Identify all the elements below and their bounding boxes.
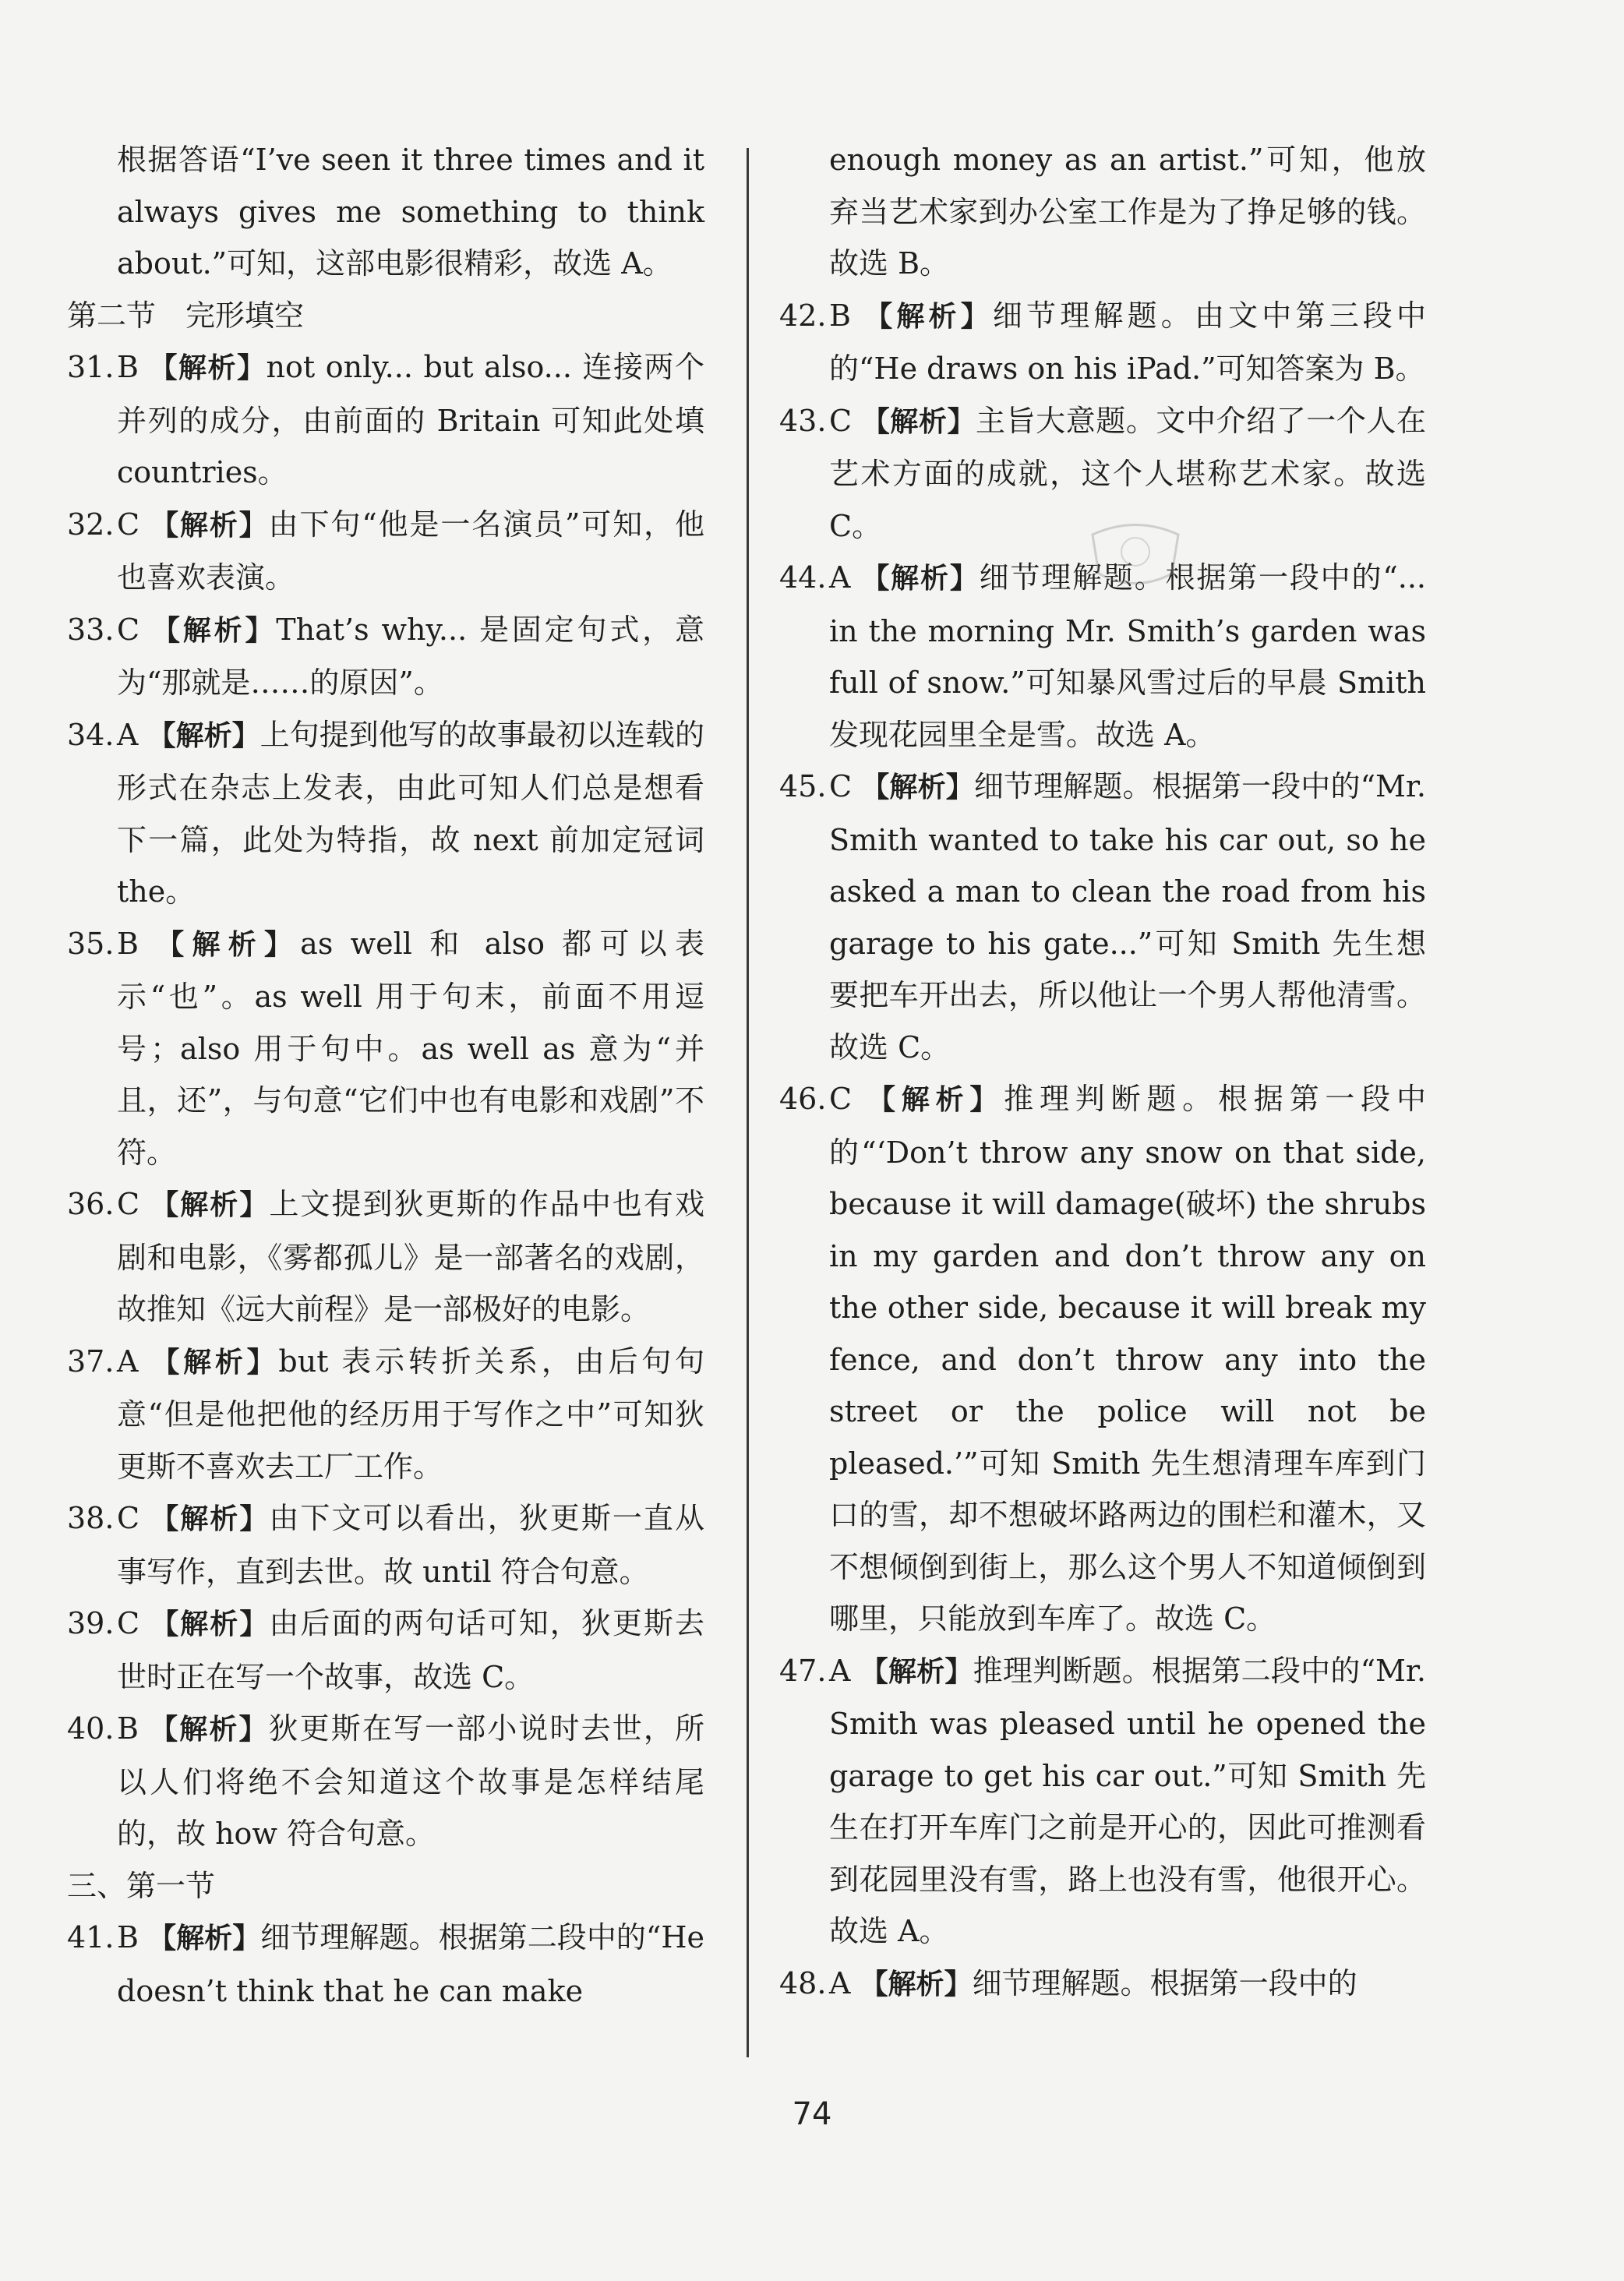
analysis-tag: 【解析】 [150, 1503, 270, 1535]
analysis-tag: 【解析】 [151, 614, 277, 647]
analysis-tag: 【解析】 [861, 772, 974, 803]
item-answer: C [829, 403, 853, 438]
item-answer: B [117, 350, 139, 384]
item-answer: A [829, 1965, 851, 2000]
item-answer: C [117, 1187, 140, 1221]
stamp-watermark-icon [1085, 511, 1186, 597]
item-explanation: 上句提到他写的故事最初以连载的形式在杂志上发表，由此可知人们总是想看下一篇，此处为特指，故 next 前加定冠词 the。 [117, 717, 704, 909]
item-number: 46. [779, 1082, 827, 1116]
analysis-tag: 【解析】 [860, 1968, 973, 2000]
answer-item-40 [67, 1703, 704, 1860]
answer-item-46 [779, 1073, 1426, 1645]
answer-item-47 [779, 1645, 1426, 1958]
item-number: 45. [779, 769, 827, 803]
item-answer: A [829, 1653, 851, 1688]
analysis-tag: 【解析】 [151, 1346, 279, 1379]
analysis-tag: 【解析】 [149, 352, 267, 384]
item-explanation: not only... but also... 连接两个并列的成分，由前面的 Britain 可知此处填 countries。 [117, 350, 704, 489]
analysis-tag: 【解析】 [861, 563, 980, 595]
answer-item-48 [779, 1958, 1426, 2011]
answer-item-41 [67, 1912, 704, 2017]
item-number: 40. [67, 1711, 115, 1746]
item-number: 39. [67, 1606, 115, 1640]
item-explanation: but 表示转折关系，由后句句意“但是他把他的经历用于写作之中”可知狄更斯不喜欢去工厂工作。 [117, 1344, 704, 1484]
answer-item-35 [67, 918, 704, 1179]
analysis-tag: 【解析】 [156, 928, 301, 961]
answer-item-32 [67, 499, 704, 604]
analysis-tag: 【解析】 [860, 1655, 973, 1688]
item-number: 47. [779, 1653, 827, 1688]
analysis-tag: 【解析】 [864, 300, 993, 333]
answer-item-39 [67, 1598, 704, 1703]
item-explanation: That’s why... 是固定句式，意为“那就是……的原因”。 [117, 612, 704, 700]
item-answer: C [117, 1606, 140, 1640]
item-explanation: 细节理解题。根据第一段中的“... in the morning Mr. Smith’s garden was full of snow.”可知暴风雪过后的早晨 Smith 发现花园里全是雪。故选 A。 [829, 560, 1426, 752]
item-explanation: 细节理解题。由文中第三段中的“He draws on his iPad.”可知答案为 B。 [829, 298, 1426, 386]
item-explanation: 主旨大意题。文中介绍了一个人在艺术方面的成就，这个人堪称艺术家。故选 C。 [829, 403, 1426, 543]
item-number: 33. [67, 612, 115, 647]
item-number: 31. [67, 350, 115, 384]
item-answer: C [117, 507, 140, 542]
item-explanation: 细节理解题。根据第一段中的 [972, 1965, 1357, 2000]
item-answer: A [829, 560, 851, 595]
item-number: 48. [779, 1965, 827, 2000]
item-explanation: as well 和 also 都可以表示“也”。as well 用于句末，前面不用逗号；also 用于句中。as well as 意为“并且，还”，与句意“它们中也有电影和戏剧”不符。 [117, 926, 704, 1170]
item-answer: B [117, 1711, 139, 1746]
answer-item-37 [67, 1336, 704, 1493]
item-explanation: 由后面的两句话可知，狄更斯去世时正在写一个故事，故选 C。 [117, 1606, 704, 1694]
intro-continuation: 根据答语“I’ve seen it three times and it always gives me something to think about.”可知，这部电影很精彩，故选 A。 [117, 143, 704, 281]
answer-item-42 [779, 290, 1426, 395]
analysis-tag: 【解析】 [148, 1923, 261, 1954]
item-explanation: 狄更斯在写一部小说时去世，所以人们将绝不会知道这个故事是怎样结尾的，故 how 符合句意。 [117, 1711, 704, 1851]
item-answer: A [117, 717, 139, 752]
item-41-continuation: enough money as an artist.”可知，他放弃当艺术家到办公室工作是为了挣足够的钱。故选 B。 [829, 143, 1426, 281]
answer-item-36 [67, 1178, 704, 1336]
answer-item-33 [67, 604, 704, 709]
page-number: 74 [792, 2096, 832, 2132]
analysis-tag: 【解析】 [147, 719, 260, 752]
item-answer: B [117, 926, 139, 961]
item-number: 37. [67, 1344, 115, 1379]
item-answer: A [117, 1344, 139, 1379]
item-number: 34. [67, 717, 115, 752]
item-answer: B [117, 1920, 139, 1954]
analysis-tag: 【解析】 [867, 1084, 1004, 1116]
item-explanation: 由下文可以看出，狄更斯一直从事写作，直到去世。故 until 符合句意。 [117, 1501, 704, 1589]
item-explanation: 由下句“他是一名演员”可知，他也喜欢表演。 [117, 507, 704, 595]
item-answer: B [829, 298, 851, 333]
item-number: 36. [67, 1187, 115, 1221]
analysis-tag: 【解析】 [861, 405, 976, 438]
answer-item-45 [779, 761, 1426, 1073]
answer-item-34 [67, 709, 704, 918]
answer-item-31 [67, 341, 704, 499]
section-heading-cloze: 第二节 完形填空 [67, 298, 305, 333]
item-number: 32. [67, 507, 115, 542]
item-explanation: 推理判断题。根据第一段中的“‘Don’t throw any snow on that side, because it will damage(破坏) the shrubs in my garden and don’t throw any on the other side, because it will break my fence, and don’t throw any into the street or the police will not be pleased.’”可知 Smith 先生想清理车库到门口的雪，却不想破坏路两边的围栏和灌木，又不想倾倒到街上，那么这个男人不知道倾倒到哪里，只能放到车库了。故选 C。 [829, 1082, 1426, 1636]
item-answer: C [829, 769, 853, 803]
item-answer: C [117, 1501, 140, 1535]
analysis-tag: 【解析】 [150, 509, 269, 542]
item-number: 35. [67, 926, 115, 961]
item-explanation: 细节理解题。根据第一段中的“Mr. Smith wanted to take his car out, so he asked a man to clean the road from his garage to his gate...”可知 Smith 先生想要把车开出去，所以他让一个男人帮他清雪。故选 C。 [829, 769, 1426, 1065]
left-column [67, 134, 704, 2017]
analysis-tag: 【解析】 [150, 1714, 269, 1746]
item-number: 41. [67, 1920, 115, 1954]
left-answer-list [67, 341, 704, 1860]
item-explanation: 推理判断题。根据第二段中的“Mr. Smith was pleased until he opened the garage to get his car out.”可知 Smith 先生在打开车库门之前是开心的，因此可推测看到花园里没有雪，路上也没有雪，他很开心。故选 A。 [829, 1653, 1426, 1948]
item-answer: C [117, 612, 140, 647]
section-heading-reading: 三、第一节 [67, 1868, 216, 1903]
item-number: 42. [779, 298, 827, 333]
item-number: 43. [779, 403, 827, 438]
item-explanation: 上文提到狄更斯的作品中也有戏剧和电影，《雾都孤儿》是一部著名的戏剧，故推知《远大前程》是一部极好的电影。 [117, 1187, 704, 1326]
item-explanation: 细节理解题。根据第二段中的“He doesn’t think that he can make [117, 1920, 704, 2008]
column-divider [747, 148, 749, 2057]
right-column [779, 134, 1426, 2011]
answer-item-38 [67, 1492, 704, 1598]
analysis-tag: 【解析】 [150, 1608, 270, 1640]
item-answer: C [829, 1082, 853, 1116]
analysis-tag: 【解析】 [150, 1189, 270, 1221]
item-number: 44. [779, 560, 827, 595]
item-number: 38. [67, 1501, 115, 1535]
